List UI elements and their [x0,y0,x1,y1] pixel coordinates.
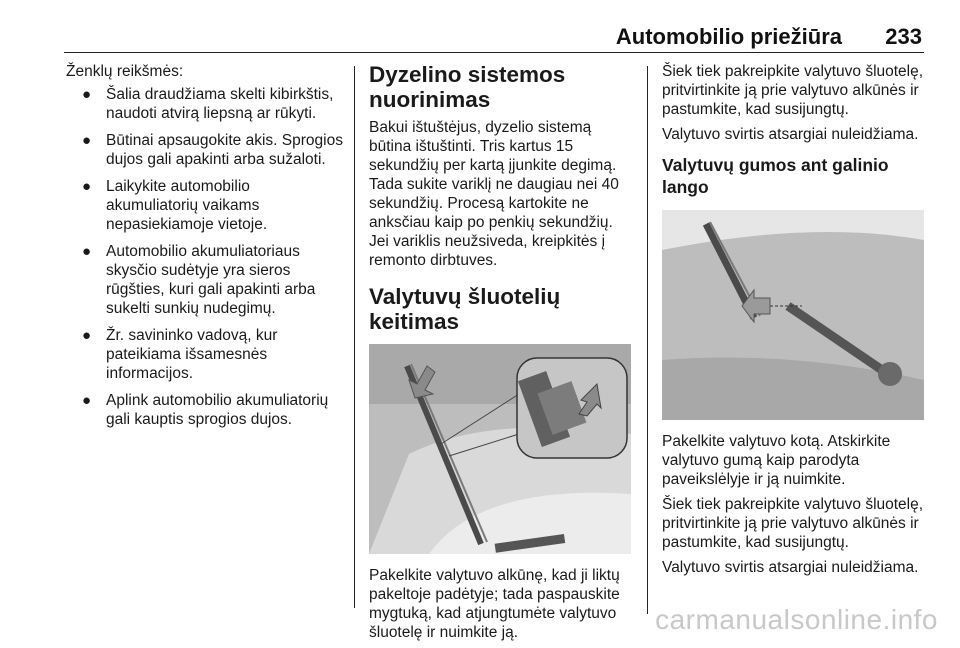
symbols-intro: Ženklų reikšmės: [66,63,184,80]
bullet-icon: ● [82,327,92,344]
column-2 [369,62,635,648]
list-item-text: Šalia draudžiama skelti kibirkštis, naudoti atvirą liepsną ar rūkyti. [106,86,334,122]
bullet-icon: ● [82,178,92,195]
list-item [66,177,344,234]
watermark-text: carmanualsonline.info [655,604,938,635]
attach-blade-text: Šiek tiek pakreipkite valytuvo šluotelę, pritvirtinkite ją prie valytuvo alkūnės ir pastumkite, kad susijungtų. [662,63,924,118]
list-item-text: Laikykite automobilio akumuliatorių vaikams nepasiekiamoje vietoje. [106,178,268,233]
attach-rubber-text: Šiek tiek pakreipkite valytuvo šluotelę, pritvirtinkite ją prie valytuvo alkūnės ir pastumkite, kad susijungtų. [662,496,924,551]
header-divider [64,52,924,53]
list-item [66,85,344,123]
wiper-blade-heading: Valytuvų šluotelių keitimas [369,284,561,334]
column-divider-1 [354,66,355,608]
bullet-icon: ● [82,243,92,260]
rear-window-wiper-heading: Valytuvų gumos ant galinio lango [662,155,889,197]
list-item-text: Būtinai apsaugokite akis. Sprogios dujos gali apakinti arba sužaloti. [106,132,343,168]
column-1 [66,62,344,437]
bullet-icon: ● [82,392,92,409]
page-header [0,0,960,52]
list-item-text: Automobilio akumuliatoriaus skysčio sudėtyje yra sieros rūgšties, kuri gali apakinti arba sukelti sunkių nudegimų. [106,243,316,317]
list-item [66,242,344,318]
list-item-text: Žr. savininko vadovą, kur pateikiama išsamesnės informacijos. [106,327,278,382]
wiper-blade-illustration [369,344,631,554]
column-divider-2 [647,66,648,614]
list-item [66,391,344,429]
rear-wiper-illustration [662,210,924,420]
symbol-meanings-list [66,85,344,429]
lower-arm-text-2: Valytuvo svirtis atsargiai nuleidžiama. [662,559,919,576]
column-3 [662,62,928,583]
diesel-bleeding-text: Bakui ištuštėjus, dyzelio sistemą būtina ištuštinti. Tris kartus 15 sekundžių per kartą įjunkite degimą. Tada sukite variklį ne daugiau nei 40 sekundžių. Procesą kartokite ne anksčiau kaip po penkių sekundžių. Jei variklis neužsiveda, kreipkitės į remonto dirbtuves. [369,119,619,269]
list-item [66,131,344,169]
page-number: 233 [885,24,922,49]
bullet-icon: ● [82,132,92,149]
list-item-text: Aplink automobilio akumuliatorių gali kauptis sprogios dujos. [106,392,329,428]
section-title: Automobilio priežiūra [615,24,842,49]
list-item [66,326,344,383]
wiper-blade-instructions: Pakelkite valytuvo alkūnę, kad ji liktų pakeltoje padėtyje; tada paspauskite mygtuką, kad atjungtumėte valytuvo šluotelę ir nuimkite ją. [369,567,620,641]
diesel-bleeding-heading: Dyzelino sistemos nuorinimas [369,62,566,112]
remove-rubber-text: Pakelkite valytuvo kotą. Atskirkite valytuvo gumą kaip parodyta paveikslėlyje ir ją nuimkite. [662,433,891,488]
lower-arm-text: Valytuvo svirtis atsargiai nuleidžiama. [662,126,919,143]
bullet-icon: ● [82,86,92,103]
